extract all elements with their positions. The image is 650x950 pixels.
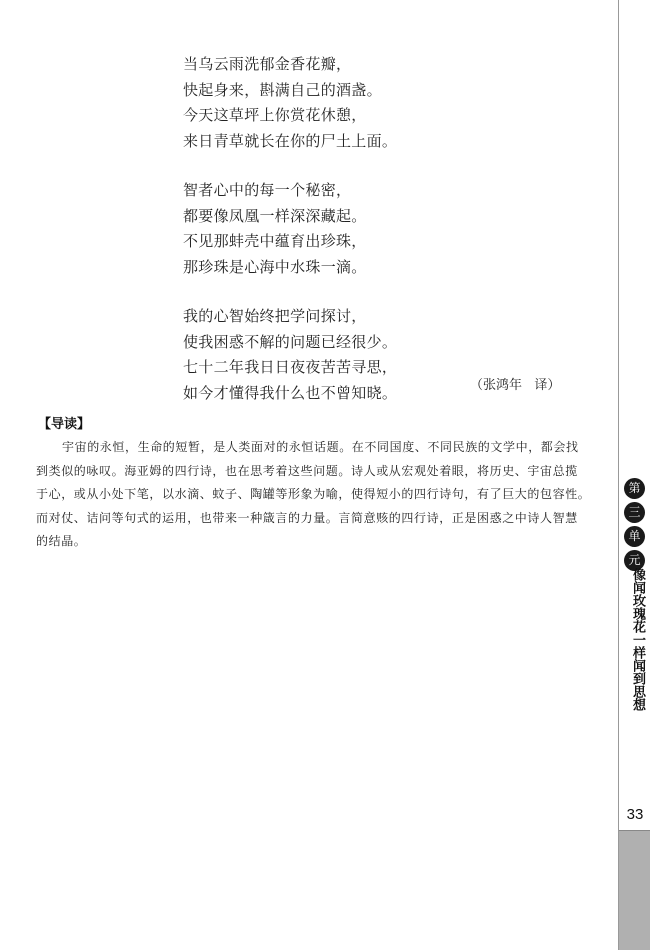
unit-char: 单 <box>624 526 645 547</box>
guide-line: 而对仗、诘问等句式的运用，也带来一种箴言的力量。言简意赅的四行诗，正是困惑之中诗人智慧 <box>36 510 578 525</box>
guide-line: 宇宙的永恒，生命的短暂，是人类面对的永恒话题。在不同国度、不同民族的文学中，都会找 <box>62 440 579 454</box>
poem-line: 今天这草坪上你赏花休憩， <box>183 106 367 124</box>
poem-line: 来日青草就长在你的尸土上面。 <box>183 131 398 150</box>
guide-heading: 【导读】 <box>38 417 91 432</box>
poem-line: 智者心中的每一个秘密， <box>183 181 352 199</box>
unit-title: 像闻玫瑰花一样闻到思想 <box>630 568 645 711</box>
guide-body <box>36 436 602 554</box>
poem-line: 都要像凤凰一样深深藏起。 <box>183 206 367 225</box>
poem-line: 快起身来，斟满自己的酒盏。 <box>183 80 382 99</box>
guide-line: 到类似的咏叹。海亚姆的四行诗，也在思考着这些问题。诗人或从宏观处着眼，将历史、宇宙总揽 <box>36 463 578 478</box>
poem-line: 使我困惑不解的问题已经很少。 <box>183 332 398 351</box>
page-number: 33 <box>626 806 644 823</box>
poem-line: 那珍珠是心海中水珠一滴。 <box>183 257 367 276</box>
side-tab <box>618 0 650 950</box>
unit-char: 元 <box>624 550 645 571</box>
poem-line: 不见那蚌壳中蕴育出珍珠， <box>183 232 367 250</box>
guide-line: 于心，或从小处下笔，以水滴、蚊子、陶罐等形象为喻，使得短小的四行诗句，有了巨大的包容性。 <box>36 487 591 502</box>
poem-stanza-1 <box>183 52 543 154</box>
poem-line: 七十二年我日日夜夜苦苦寻思， <box>183 358 398 376</box>
poem-stanza-2 <box>183 178 543 280</box>
poem-line: 当乌云雨洗郁金香花瓣， <box>183 55 352 73</box>
unit-char: 三 <box>624 502 645 523</box>
translator-attribution: （张鸿年 译） <box>470 378 561 393</box>
poem-line: 如今才懂得我什么也不曾知晓。 <box>183 383 398 402</box>
guide-line: 的结晶。 <box>36 534 87 549</box>
unit-char: 第 <box>624 478 645 499</box>
unit-badge <box>624 478 646 574</box>
poem-line: 我的心智始终把学问探讨， <box>183 307 367 325</box>
